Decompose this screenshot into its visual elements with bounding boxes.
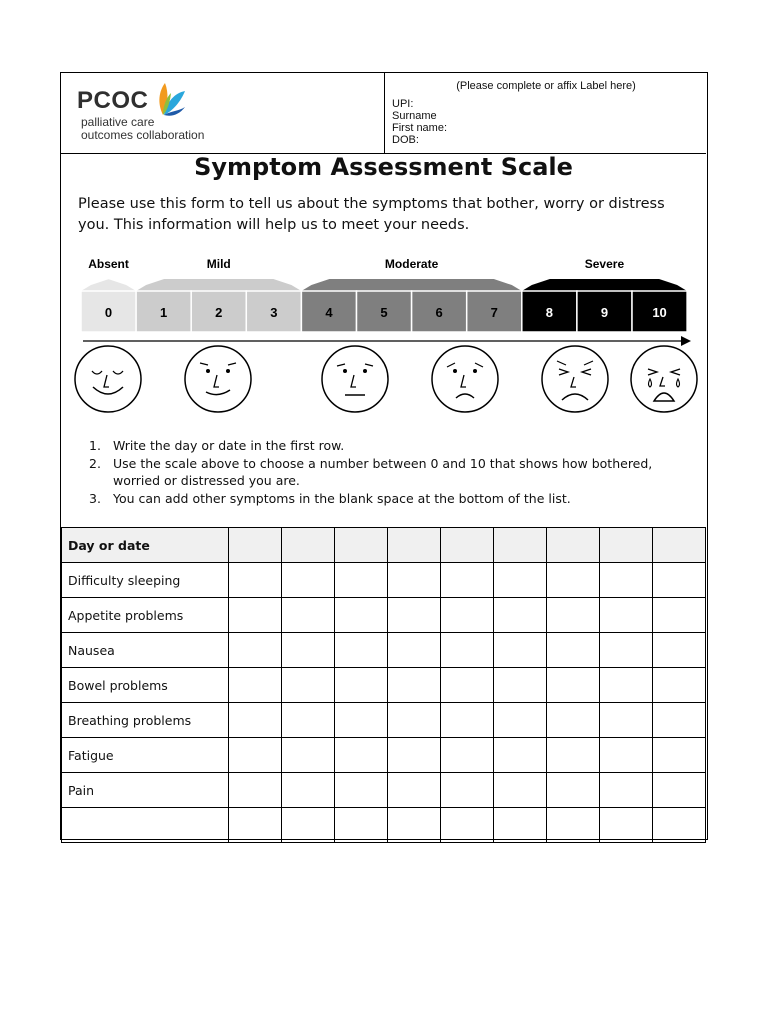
entry-cell[interactable] xyxy=(547,738,600,773)
entry-cell[interactable] xyxy=(441,738,494,773)
instruction-item: 1. Write the day or date in the first row. xyxy=(89,438,345,453)
level-number: 8 xyxy=(545,305,553,320)
group-tab-absent xyxy=(81,279,136,291)
entry-cell[interactable] xyxy=(388,633,441,668)
entry-cell[interactable] xyxy=(335,808,388,843)
entry-cell[interactable] xyxy=(282,808,335,843)
upi-label: UPI: xyxy=(392,98,414,110)
row-label[interactable] xyxy=(62,808,229,843)
group-tab-moderate xyxy=(301,279,521,291)
entry-cell[interactable] xyxy=(229,633,282,668)
entry-cell[interactable] xyxy=(282,703,335,738)
group-tab-severe xyxy=(522,279,687,291)
face-crying-icon xyxy=(631,346,697,412)
entry-cell[interactable] xyxy=(388,738,441,773)
entry-cell[interactable] xyxy=(653,668,706,703)
row-label: Nausea xyxy=(62,633,229,668)
entry-cell[interactable] xyxy=(600,703,653,738)
entry-cell[interactable] xyxy=(547,808,600,843)
entry-cell[interactable] xyxy=(441,703,494,738)
entry-cell[interactable] xyxy=(600,738,653,773)
symptom-row xyxy=(62,773,706,808)
severity-scale xyxy=(61,251,706,427)
level-number: 4 xyxy=(325,305,333,320)
entry-cell[interactable] xyxy=(653,633,706,668)
severity-group-labels xyxy=(88,257,624,271)
logo-subtitle-1: palliative care xyxy=(81,115,155,129)
level-number: 9 xyxy=(600,305,609,320)
entry-cell[interactable] xyxy=(600,668,653,703)
symptom-row xyxy=(62,563,706,598)
form-header xyxy=(61,73,706,154)
entry-cell[interactable] xyxy=(335,773,388,808)
logo-leaf-icon xyxy=(155,81,187,117)
dob-label: DOB: xyxy=(392,134,419,146)
row-label: Bowel problems xyxy=(62,668,229,703)
intro-text: Please use this form to tell us about the symptoms that bother, worry or distress you. This information will help us to meet your needs. xyxy=(78,196,665,233)
level-number: 10 xyxy=(652,305,667,320)
entry-cell[interactable] xyxy=(282,668,335,703)
entry-cell[interactable] xyxy=(441,598,494,633)
group-label-severe: Severe xyxy=(584,257,625,271)
entry-cell[interactable] xyxy=(600,563,653,598)
entry-cell[interactable] xyxy=(335,703,388,738)
entry-cell[interactable] xyxy=(494,598,547,633)
entry-cell[interactable] xyxy=(335,598,388,633)
instructions-list xyxy=(89,437,689,507)
row-label: Fatigue xyxy=(62,738,229,773)
row-label: Appetite problems xyxy=(62,598,229,633)
entry-cell[interactable] xyxy=(388,808,441,843)
group-label-mild: Mild xyxy=(206,257,231,271)
entry-cell[interactable] xyxy=(494,808,547,843)
entry-cell[interactable] xyxy=(653,703,706,738)
symptom-row xyxy=(62,703,706,738)
entry-cell[interactable] xyxy=(388,563,441,598)
instruction-item: 2. Use the scale above to choose a number between 0 and 10 that shows how bothered, worried or distressed you are. xyxy=(89,455,653,488)
entry-cell[interactable] xyxy=(547,598,600,633)
entry-cell[interactable] xyxy=(600,528,653,563)
symptom-row xyxy=(62,738,706,773)
form-title: Symptom Assessment Scale xyxy=(194,153,573,181)
entry-cell[interactable] xyxy=(441,528,494,563)
symptom-row xyxy=(62,808,706,843)
row-label: Breathing problems xyxy=(62,703,229,738)
instruction-item: 3. You can add other symptoms in the blank space at the bottom of the list. xyxy=(89,490,571,506)
entry-cell[interactable] xyxy=(282,563,335,598)
entry-cell[interactable] xyxy=(547,563,600,598)
severity-group-tabs xyxy=(81,279,687,291)
severity-faces xyxy=(75,346,697,412)
entry-cell[interactable] xyxy=(547,633,600,668)
entry-cell[interactable] xyxy=(600,773,653,808)
entry-cell[interactable] xyxy=(388,703,441,738)
entry-cell[interactable] xyxy=(229,598,282,633)
entry-cell[interactable] xyxy=(494,738,547,773)
entry-cell[interactable] xyxy=(335,528,388,563)
entry-cell[interactable] xyxy=(494,528,547,563)
entry-cell[interactable] xyxy=(653,738,706,773)
entry-cell[interactable] xyxy=(494,703,547,738)
severity-level-boxes xyxy=(81,291,687,332)
entry-cell[interactable] xyxy=(653,563,706,598)
entry-cell[interactable] xyxy=(600,633,653,668)
entry-cell[interactable] xyxy=(335,738,388,773)
entry-cell[interactable] xyxy=(653,598,706,633)
level-number: 2 xyxy=(215,305,223,320)
entry-cell[interactable] xyxy=(229,563,282,598)
row-label: Day or date xyxy=(62,528,229,563)
entry-cell[interactable] xyxy=(229,703,282,738)
first-name-label: First name: xyxy=(392,122,448,134)
entry-cell[interactable] xyxy=(600,808,653,843)
entry-cell[interactable] xyxy=(441,563,494,598)
entry-cell[interactable] xyxy=(547,773,600,808)
label-instruction: (Please complete or affix Label here) xyxy=(456,80,636,92)
entry-cell[interactable] xyxy=(441,668,494,703)
level-number: 0 xyxy=(104,305,113,320)
entry-cell[interactable] xyxy=(335,563,388,598)
entry-cell[interactable] xyxy=(282,773,335,808)
entry-cell[interactable] xyxy=(388,528,441,563)
entry-cell[interactable] xyxy=(600,598,653,633)
entry-cell[interactable] xyxy=(388,598,441,633)
symptom-row xyxy=(62,633,706,668)
group-label-absent: Absent xyxy=(88,257,129,271)
entry-cell[interactable] xyxy=(494,563,547,598)
row-label: Difficulty sleeping xyxy=(62,563,229,598)
entry-cell[interactable] xyxy=(653,773,706,808)
entry-cell[interactable] xyxy=(229,773,282,808)
entry-cell[interactable] xyxy=(494,668,547,703)
symptom-table xyxy=(61,527,706,843)
face-sad-icon xyxy=(542,346,608,412)
table-header-row xyxy=(62,528,706,563)
entry-cell[interactable] xyxy=(229,528,282,563)
severity-arrow xyxy=(83,336,691,346)
entry-cell[interactable] xyxy=(229,808,282,843)
logo-wordmark: PCOC xyxy=(77,87,149,114)
symptom-row xyxy=(62,668,706,703)
entry-cell[interactable] xyxy=(282,633,335,668)
assessment-form xyxy=(60,72,708,840)
level-number: 7 xyxy=(490,305,498,320)
entry-cell[interactable] xyxy=(282,528,335,563)
entry-cell[interactable] xyxy=(388,668,441,703)
patient-label-area[interactable] xyxy=(386,73,706,153)
level-number: 5 xyxy=(380,305,388,320)
entry-cell[interactable] xyxy=(441,808,494,843)
entry-cell[interactable] xyxy=(335,668,388,703)
pcoc-logo xyxy=(61,73,385,153)
surname-label: Surname xyxy=(392,110,437,122)
entry-cell[interactable] xyxy=(547,528,600,563)
face-happy-icon xyxy=(75,346,141,412)
group-tab-mild xyxy=(136,279,301,291)
group-label-moderate: Moderate xyxy=(384,257,439,271)
symptom-row xyxy=(62,598,706,633)
entry-cell[interactable] xyxy=(653,528,706,563)
level-number: 3 xyxy=(270,305,278,320)
entry-cell[interactable] xyxy=(441,773,494,808)
entry-cell[interactable] xyxy=(547,703,600,738)
entry-cell[interactable] xyxy=(229,668,282,703)
face-slight-smile-icon xyxy=(185,346,251,412)
level-number: 1 xyxy=(160,305,168,320)
entry-cell[interactable] xyxy=(282,738,335,773)
entry-cell[interactable] xyxy=(229,738,282,773)
entry-cell[interactable] xyxy=(441,633,494,668)
entry-cell[interactable] xyxy=(494,633,547,668)
entry-cell[interactable] xyxy=(335,633,388,668)
entry-cell[interactable] xyxy=(388,773,441,808)
face-neutral-icon xyxy=(322,346,388,412)
entry-cell[interactable] xyxy=(653,808,706,843)
face-slight-frown-icon xyxy=(432,346,498,412)
entry-cell[interactable] xyxy=(494,773,547,808)
row-label: Pain xyxy=(62,773,229,808)
entry-cell[interactable] xyxy=(282,598,335,633)
entry-cell[interactable] xyxy=(547,668,600,703)
logo-subtitle-2: outcomes collaboration xyxy=(81,128,205,142)
arrow-head xyxy=(681,336,691,346)
level-number: 6 xyxy=(435,305,443,320)
